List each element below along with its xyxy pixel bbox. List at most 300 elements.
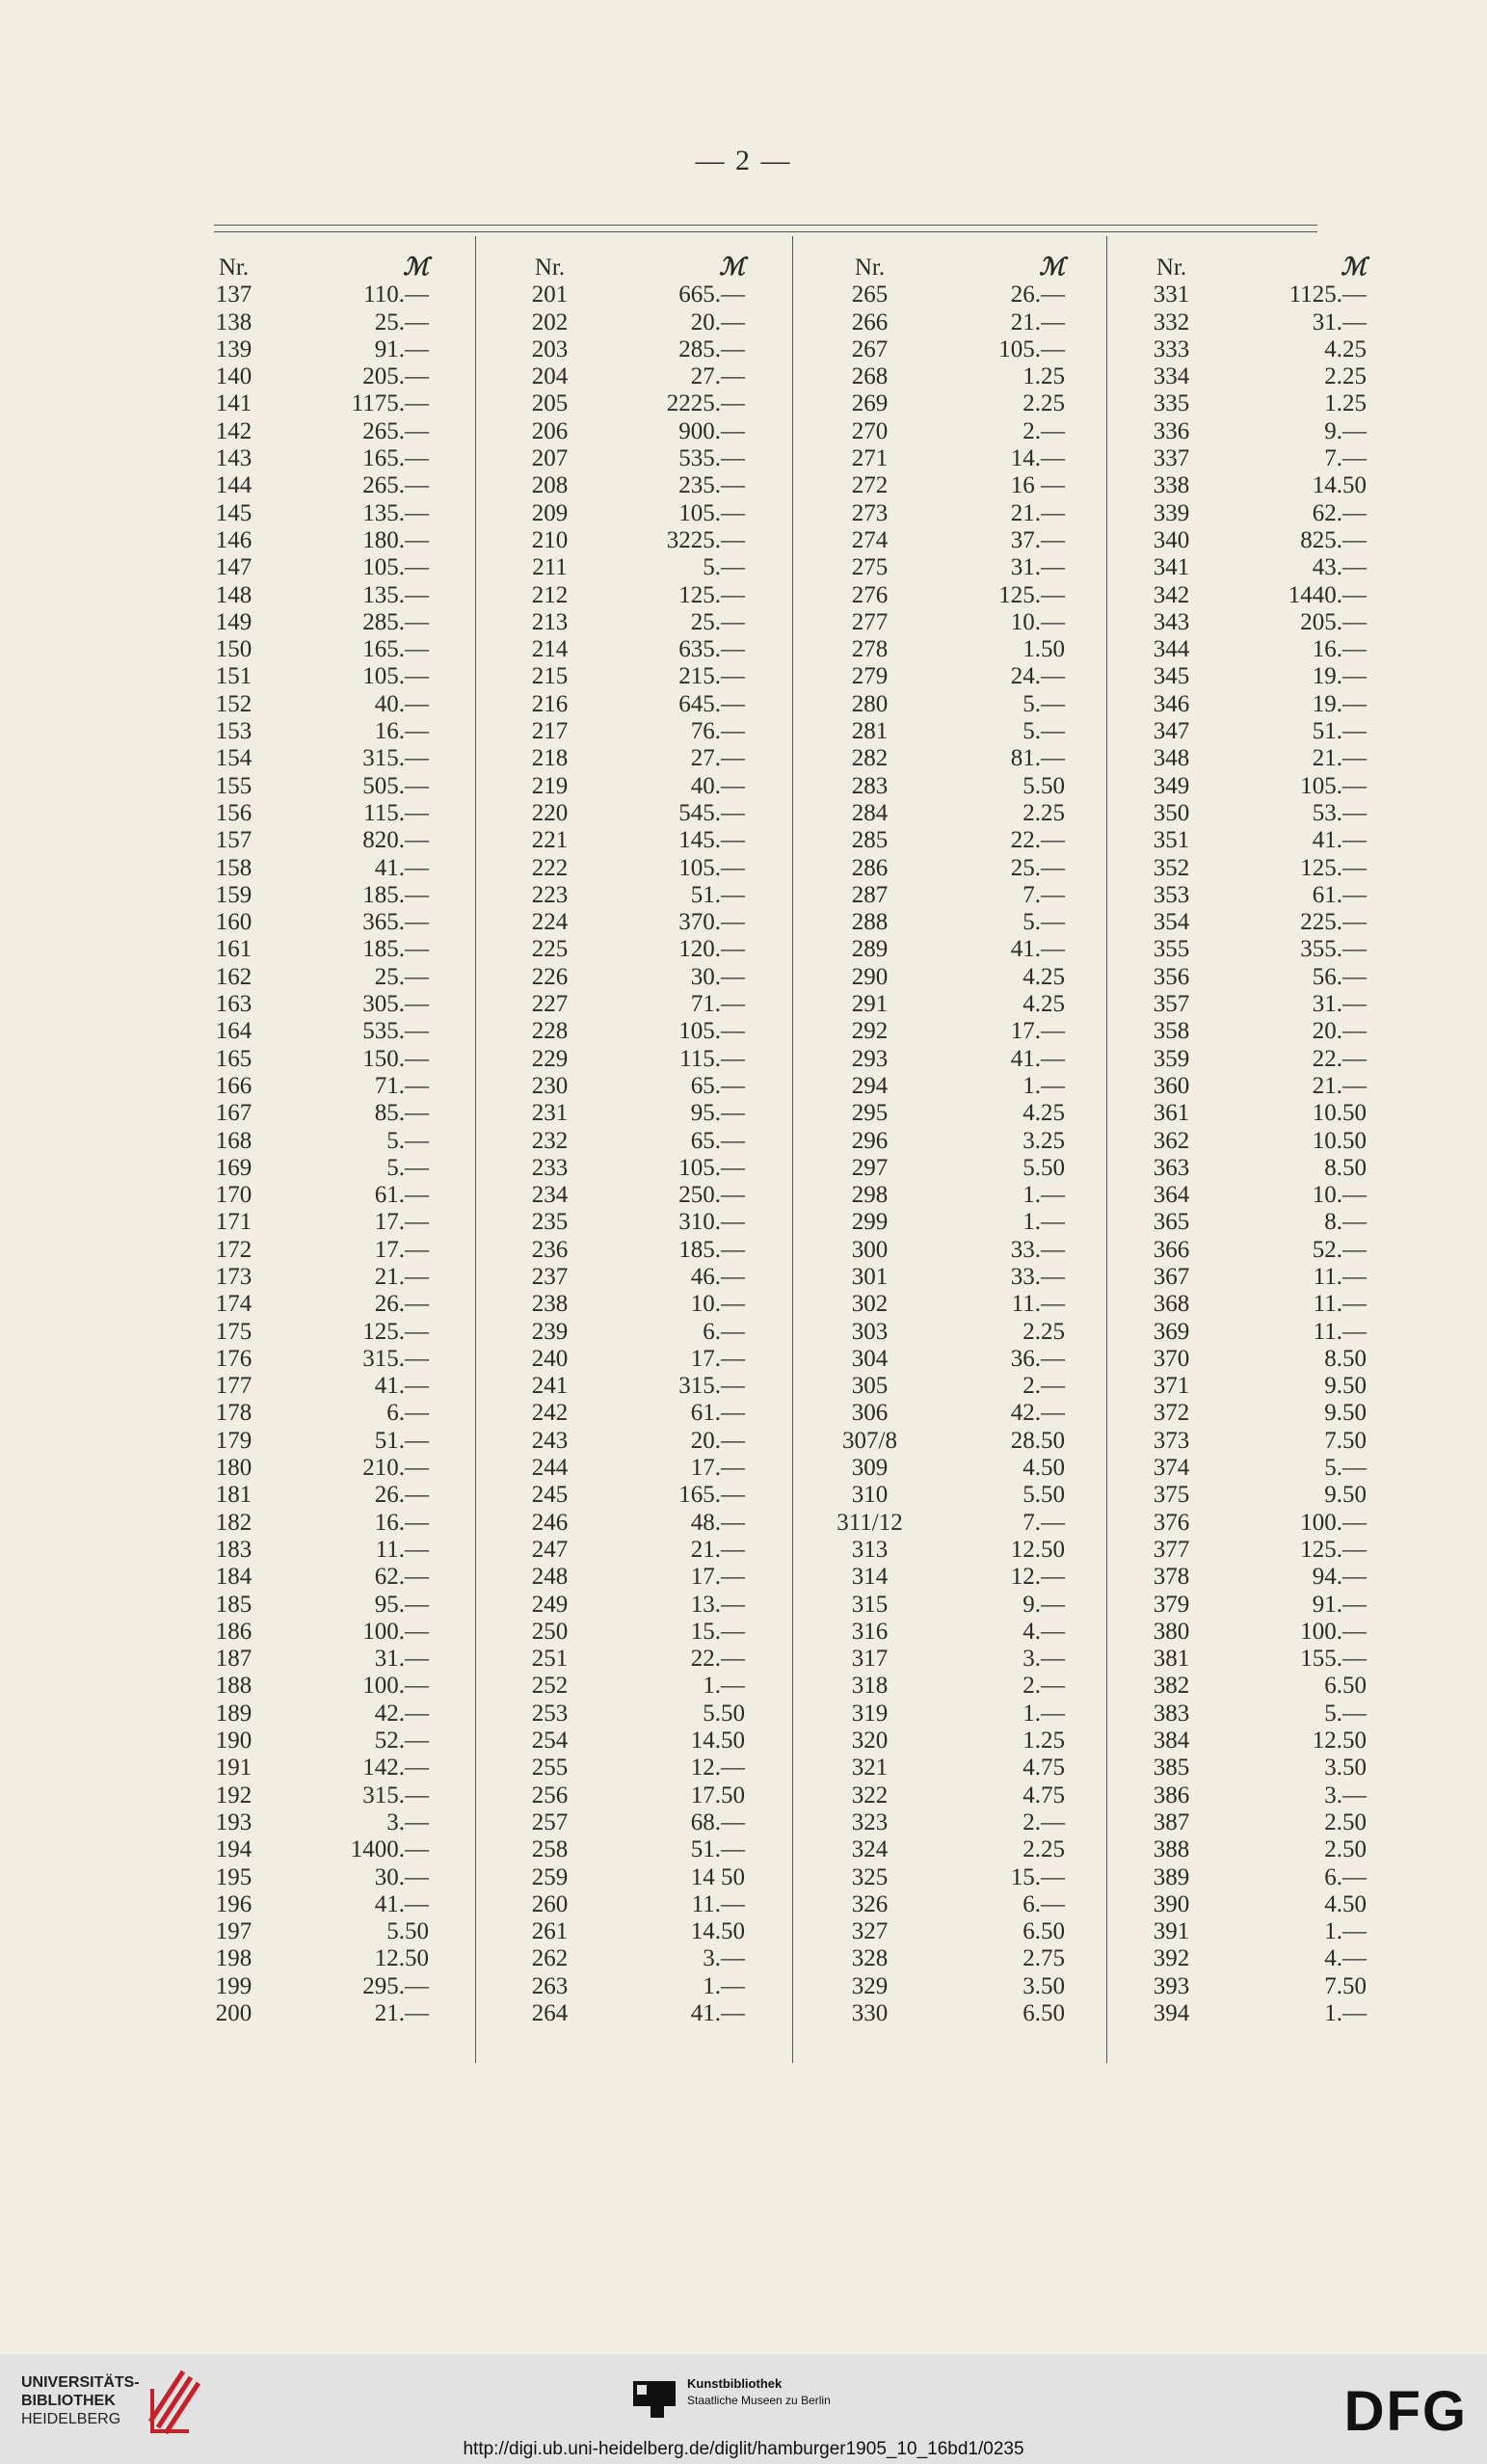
table-row — [183, 1891, 429, 1918]
table-row — [1121, 1673, 1367, 1700]
table-row — [499, 691, 745, 718]
price: 21.— — [1312, 1072, 1367, 1099]
table-row — [499, 1209, 745, 1236]
price: 2.50 — [1324, 1808, 1367, 1835]
lot-number: 266 — [851, 308, 889, 335]
price: 65.— — [690, 1127, 745, 1154]
lot-number: 394 — [1153, 2000, 1190, 2026]
table-row — [1121, 1018, 1367, 1045]
library-logo[interactable] — [21, 2373, 140, 2428]
price: 71.— — [690, 991, 745, 1018]
lot-number: 275 — [851, 554, 889, 581]
table-row — [1121, 1836, 1367, 1863]
table-row — [1121, 1727, 1367, 1754]
price: 1.— — [1022, 1209, 1065, 1236]
price: 21.— — [374, 1263, 429, 1290]
price: 100.— — [362, 1673, 429, 1700]
table-row — [819, 1918, 1065, 1945]
table-row — [499, 1073, 745, 1100]
table-row — [183, 855, 429, 882]
price: 100.— — [362, 1618, 429, 1645]
top-rule-second — [214, 231, 1317, 232]
price: 165.— — [362, 445, 429, 472]
price: 4.50 — [1022, 1455, 1065, 1482]
table-row — [819, 691, 1065, 718]
lot-number: 298 — [851, 1182, 889, 1209]
table-column — [499, 254, 745, 2027]
lot-number: 271 — [851, 445, 889, 472]
lot-number: 326 — [851, 1890, 889, 1917]
table-row — [499, 1155, 745, 1182]
lot-number: 276 — [851, 581, 889, 608]
lot-number: 142 — [215, 417, 252, 444]
table-column — [819, 254, 1065, 2027]
lot-number: 163 — [215, 991, 252, 1018]
table-row — [819, 1100, 1065, 1127]
lot-number: 155 — [215, 772, 252, 799]
price: 76.— — [690, 718, 745, 745]
lot-number: 179 — [215, 1427, 252, 1454]
lot-number: 148 — [215, 581, 252, 608]
lot-number: 259 — [531, 1863, 569, 1890]
table-row — [1121, 363, 1367, 390]
price: 7.— — [1022, 881, 1065, 908]
price: 115.— — [363, 799, 429, 826]
lot-number: 144 — [215, 472, 252, 499]
price: 41.— — [1312, 827, 1367, 854]
lot-number: 332 — [1153, 308, 1190, 335]
table-row — [819, 1836, 1065, 1863]
price: 235.— — [678, 472, 745, 499]
price: 1.— — [1022, 1700, 1065, 1727]
lot-number: 243 — [531, 1427, 569, 1454]
price: 2.— — [1022, 417, 1065, 444]
price: 285.— — [362, 608, 429, 635]
price: 51.— — [1312, 718, 1367, 745]
lot-number: 226 — [531, 963, 569, 990]
price: 355.— — [1300, 936, 1367, 963]
lot-number: 282 — [851, 745, 889, 772]
table-row — [499, 1973, 745, 2000]
price: 250.— — [678, 1182, 745, 1209]
price: 9.— — [1324, 417, 1367, 444]
table-row — [1121, 773, 1367, 800]
table-row — [1121, 800, 1367, 827]
price: 370.— — [678, 909, 745, 936]
price: 1.50 — [1022, 636, 1065, 663]
price: 21.— — [1010, 499, 1065, 526]
price: 8.50 — [1324, 1154, 1367, 1181]
lot-number: 176 — [215, 1345, 252, 1372]
table-row — [819, 663, 1065, 690]
price: 42.— — [1010, 1400, 1065, 1427]
price: 19.— — [1312, 663, 1367, 690]
table-row — [819, 1701, 1065, 1727]
price: 21.— — [1312, 745, 1367, 772]
lot-number: 290 — [851, 963, 889, 990]
lot-number: 220 — [531, 799, 569, 826]
lot-number: 369 — [1153, 1318, 1190, 1345]
price: 28.50 — [1010, 1427, 1065, 1454]
table-row — [819, 1237, 1065, 1264]
price: 10.— — [690, 1291, 745, 1318]
table-row — [499, 800, 745, 827]
lot-number: 338 — [1153, 472, 1190, 499]
lot-number: 273 — [851, 499, 889, 526]
table-row — [819, 909, 1065, 936]
table-row — [183, 1754, 429, 1781]
table-row — [1121, 909, 1367, 936]
price: 25.— — [690, 608, 745, 635]
lot-number: 147 — [215, 554, 252, 581]
price: 91.— — [374, 335, 429, 362]
price: 20.— — [1312, 1018, 1367, 1045]
price: 185.— — [362, 936, 429, 963]
column-divider — [475, 236, 476, 2063]
price: 185.— — [678, 1236, 745, 1263]
table-row — [1121, 1564, 1367, 1591]
price: 105.— — [998, 335, 1065, 362]
lot-number: 152 — [215, 690, 252, 717]
price: 25.— — [374, 963, 429, 990]
lot-number: 217 — [531, 718, 569, 745]
table-row — [499, 1046, 745, 1073]
table-row — [819, 390, 1065, 417]
price: 2.25 — [1022, 1836, 1065, 1863]
lot-number: 262 — [531, 1945, 569, 1972]
table-row — [183, 718, 429, 745]
lot-number: 355 — [1153, 936, 1190, 963]
price: 12.50 — [1010, 1536, 1065, 1563]
lot-number: 374 — [1153, 1455, 1190, 1482]
table-row — [1121, 827, 1367, 854]
lot-number: 294 — [851, 1072, 889, 1099]
lot-number: 202 — [531, 308, 569, 335]
table-row — [819, 1782, 1065, 1809]
table-row — [499, 1182, 745, 1209]
lot-number: 232 — [531, 1127, 569, 1154]
table-row — [1121, 309, 1367, 336]
lot-number: 158 — [215, 854, 252, 881]
library-mark-icon — [146, 2370, 204, 2437]
price: 5.— — [1324, 1455, 1367, 1482]
price: 14.50 — [690, 1918, 745, 1945]
table-row — [819, 1754, 1065, 1781]
lot-number: 206 — [531, 417, 569, 444]
table-row — [499, 1482, 745, 1509]
price: 105.— — [362, 663, 429, 690]
table-row — [819, 1482, 1065, 1509]
table-row — [819, 1864, 1065, 1891]
price: 105.— — [678, 1018, 745, 1045]
table-row — [183, 445, 429, 472]
lot-number: 205 — [531, 390, 569, 417]
price: 5.— — [1022, 718, 1065, 745]
table-row — [499, 1646, 745, 1673]
price: 36.— — [1010, 1345, 1065, 1372]
table-row — [183, 527, 429, 554]
table-row — [819, 1182, 1065, 1209]
price: 155.— — [1300, 1646, 1367, 1673]
lot-number: 358 — [1153, 1018, 1190, 1045]
table-row — [499, 1619, 745, 1646]
table-row — [1121, 1701, 1367, 1727]
lot-number: 219 — [531, 772, 569, 799]
lot-number: 138 — [215, 308, 252, 335]
lot-number: 194 — [215, 1836, 252, 1863]
table-row — [1121, 936, 1367, 963]
table-row — [1121, 855, 1367, 882]
lot-number: 242 — [531, 1400, 569, 1427]
price: 545.— — [678, 799, 745, 826]
price: 225.— — [1300, 909, 1367, 936]
price: 3.50 — [1324, 1754, 1367, 1781]
price: 145.— — [678, 827, 745, 854]
price: 825.— — [1300, 526, 1367, 553]
price: 4.25 — [1324, 335, 1367, 362]
price: 265.— — [362, 472, 429, 499]
price: 10.50 — [1312, 1100, 1367, 1127]
table-row — [1121, 1754, 1367, 1781]
table-row — [819, 827, 1065, 854]
lot-number: 237 — [531, 1263, 569, 1290]
price: 5.50 — [1022, 772, 1065, 799]
lot-number: 305 — [851, 1373, 889, 1400]
table-row — [499, 773, 745, 800]
lot-number: 280 — [851, 690, 889, 717]
price: 27.— — [690, 363, 745, 390]
lot-number: 162 — [215, 963, 252, 990]
lot-number: 257 — [531, 1808, 569, 1835]
price: 180.— — [362, 526, 429, 553]
table-row — [1121, 1428, 1367, 1455]
table-row — [819, 1128, 1065, 1155]
price: 2.25 — [1022, 1318, 1065, 1345]
table-row — [183, 609, 429, 636]
price: 535.— — [362, 1018, 429, 1045]
lot-number: 277 — [851, 608, 889, 635]
table-row — [819, 2000, 1065, 2027]
table-row — [1121, 281, 1367, 308]
price: 645.— — [678, 690, 745, 717]
price: 27.— — [690, 745, 745, 772]
price: 5.50 — [386, 1918, 429, 1945]
lot-number: 392 — [1153, 1945, 1190, 1972]
table-row — [183, 1701, 429, 1727]
table-row — [1121, 472, 1367, 499]
price: 6.50 — [1324, 1673, 1367, 1700]
table-row — [819, 500, 1065, 527]
top-rule — [214, 225, 1317, 226]
price: 2.— — [1022, 1808, 1065, 1835]
lot-number: 382 — [1153, 1673, 1190, 1700]
table-row — [819, 1346, 1065, 1373]
dfg-logo[interactable]: DFG — [1343, 2380, 1468, 2443]
price: 1175.— — [351, 390, 429, 417]
lot-number: 325 — [851, 1863, 889, 1890]
price: 820.— — [362, 827, 429, 854]
table-row — [1121, 1918, 1367, 1945]
lot-number: 151 — [215, 663, 252, 690]
lot-number: 391 — [1153, 1918, 1190, 1945]
lot-number: 353 — [1153, 881, 1190, 908]
table-row — [1121, 1809, 1367, 1836]
lot-number: 310 — [851, 1482, 889, 1509]
lot-number: 236 — [531, 1236, 569, 1263]
price: 11.— — [691, 1890, 745, 1917]
lot-number: 376 — [1153, 1509, 1190, 1536]
price: 2.25 — [1022, 799, 1065, 826]
lot-number: 304 — [851, 1345, 889, 1372]
table-row — [1121, 1945, 1367, 1972]
lot-number: 192 — [215, 1781, 252, 1808]
lot-number: 137 — [215, 281, 252, 308]
price: 5.— — [1022, 690, 1065, 717]
table-row — [499, 1319, 745, 1346]
lot-number: 335 — [1153, 390, 1190, 417]
price: 12.— — [1010, 1564, 1065, 1591]
table-row — [819, 418, 1065, 445]
table-row — [499, 1537, 745, 1564]
table-row — [1121, 691, 1367, 718]
lot-number: 177 — [215, 1373, 252, 1400]
price: 14 50 — [690, 1863, 745, 1890]
price: 4.25 — [1022, 991, 1065, 1018]
table-row — [499, 1291, 745, 1318]
lot-number: 263 — [531, 1972, 569, 1999]
table-row — [1121, 1782, 1367, 1809]
lot-number: 250 — [531, 1618, 569, 1645]
table-row — [819, 800, 1065, 827]
lot-number: 244 — [531, 1455, 569, 1482]
lot-number: 238 — [531, 1291, 569, 1318]
lot-number: 213 — [531, 608, 569, 635]
table-row — [499, 909, 745, 936]
lot-number: 285 — [851, 827, 889, 854]
price: 12.— — [690, 1754, 745, 1781]
price: 5.50 — [703, 1700, 745, 1727]
table-row — [1121, 609, 1367, 636]
lot-number: 274 — [851, 526, 889, 553]
lot-number: 393 — [1153, 1972, 1190, 1999]
table-row — [1121, 1182, 1367, 1209]
table-row — [1121, 418, 1367, 445]
lot-number: 167 — [215, 1100, 252, 1127]
lot-number: 318 — [851, 1673, 889, 1700]
price: 6.— — [386, 1400, 429, 1427]
table-row — [499, 582, 745, 609]
library-name-line2: BIBLIOTHEK — [21, 2393, 116, 2409]
kunstbibliothek-logo[interactable] — [633, 2375, 831, 2418]
price: 62.— — [1312, 499, 1367, 526]
price: 165.— — [362, 636, 429, 663]
table-row — [1121, 718, 1367, 745]
lot-number: 317 — [851, 1646, 889, 1673]
price: 8.50 — [1324, 1345, 1367, 1372]
price: 56.— — [1312, 963, 1367, 990]
price: 25.— — [374, 308, 429, 335]
table-row — [819, 1319, 1065, 1346]
table-row — [183, 1046, 429, 1073]
price: 4.25 — [1022, 963, 1065, 990]
lot-number: 258 — [531, 1836, 569, 1863]
table-row — [499, 527, 745, 554]
table-row — [183, 1836, 429, 1863]
table-row — [819, 527, 1065, 554]
lot-number: 211 — [532, 554, 568, 581]
price: 40.— — [690, 772, 745, 799]
lot-number: 195 — [215, 1863, 252, 1890]
lot-number: 385 — [1153, 1754, 1190, 1781]
price: 2.75 — [1022, 1945, 1065, 1972]
price: 7.— — [1324, 445, 1367, 472]
lot-number: 157 — [215, 827, 252, 854]
lot-number: 181 — [215, 1482, 252, 1509]
table-row — [183, 554, 429, 581]
lot-number: 227 — [531, 991, 569, 1018]
lot-number: 366 — [1153, 1236, 1190, 1263]
price: 91.— — [1312, 1591, 1367, 1618]
source-url[interactable]: http://digi.ub.uni-heidelberg.de/diglit/hamburger1905_10_16bd1/0235 — [463, 2439, 1024, 2459]
table-row — [183, 745, 429, 772]
table-row — [1121, 1510, 1367, 1537]
lot-number: 169 — [215, 1154, 252, 1181]
table-row — [183, 1155, 429, 1182]
lot-number: 204 — [531, 363, 569, 390]
table-row — [1121, 1319, 1367, 1346]
price: 95.— — [690, 1100, 745, 1127]
price: 5.50 — [1022, 1482, 1065, 1509]
price: 100.— — [1300, 1509, 1367, 1536]
price: 2225.— — [666, 390, 745, 417]
price: 305.— — [362, 991, 429, 1018]
price: 310.— — [678, 1209, 745, 1236]
table-row — [183, 1564, 429, 1591]
price: 94.— — [1312, 1564, 1367, 1591]
lot-number: 296 — [851, 1127, 889, 1154]
table-row — [1121, 1864, 1367, 1891]
price: 315.— — [362, 745, 429, 772]
table-row — [183, 827, 429, 854]
lot-number: 168 — [215, 1127, 252, 1154]
price: 95.— — [374, 1591, 429, 1618]
price: 5.— — [1324, 1700, 1367, 1727]
price: 185.— — [362, 881, 429, 908]
table-row — [499, 882, 745, 909]
price: 14.50 — [690, 1727, 745, 1754]
table-row — [1121, 1073, 1367, 1100]
price: 52.— — [374, 1727, 429, 1754]
table-row — [819, 1209, 1065, 1236]
page-number: — 2 — — [695, 145, 792, 176]
price: 105.— — [362, 554, 429, 581]
price: 6.— — [1022, 1890, 1065, 1917]
lot-number: 229 — [531, 1045, 569, 1072]
lot-number: 315 — [851, 1591, 889, 1618]
lot-number: 178 — [215, 1400, 252, 1427]
lot-number: 253 — [531, 1700, 569, 1727]
lot-number: 143 — [215, 445, 252, 472]
lot-number: 309 — [851, 1455, 889, 1482]
table-row — [499, 663, 745, 690]
price: 16.— — [374, 718, 429, 745]
price: 105.— — [678, 1154, 745, 1181]
lot-number: 350 — [1153, 799, 1190, 826]
price: 135.— — [362, 499, 429, 526]
price: 2.25 — [1022, 390, 1065, 417]
table-row — [1121, 527, 1367, 554]
price: 61.— — [690, 1400, 745, 1427]
